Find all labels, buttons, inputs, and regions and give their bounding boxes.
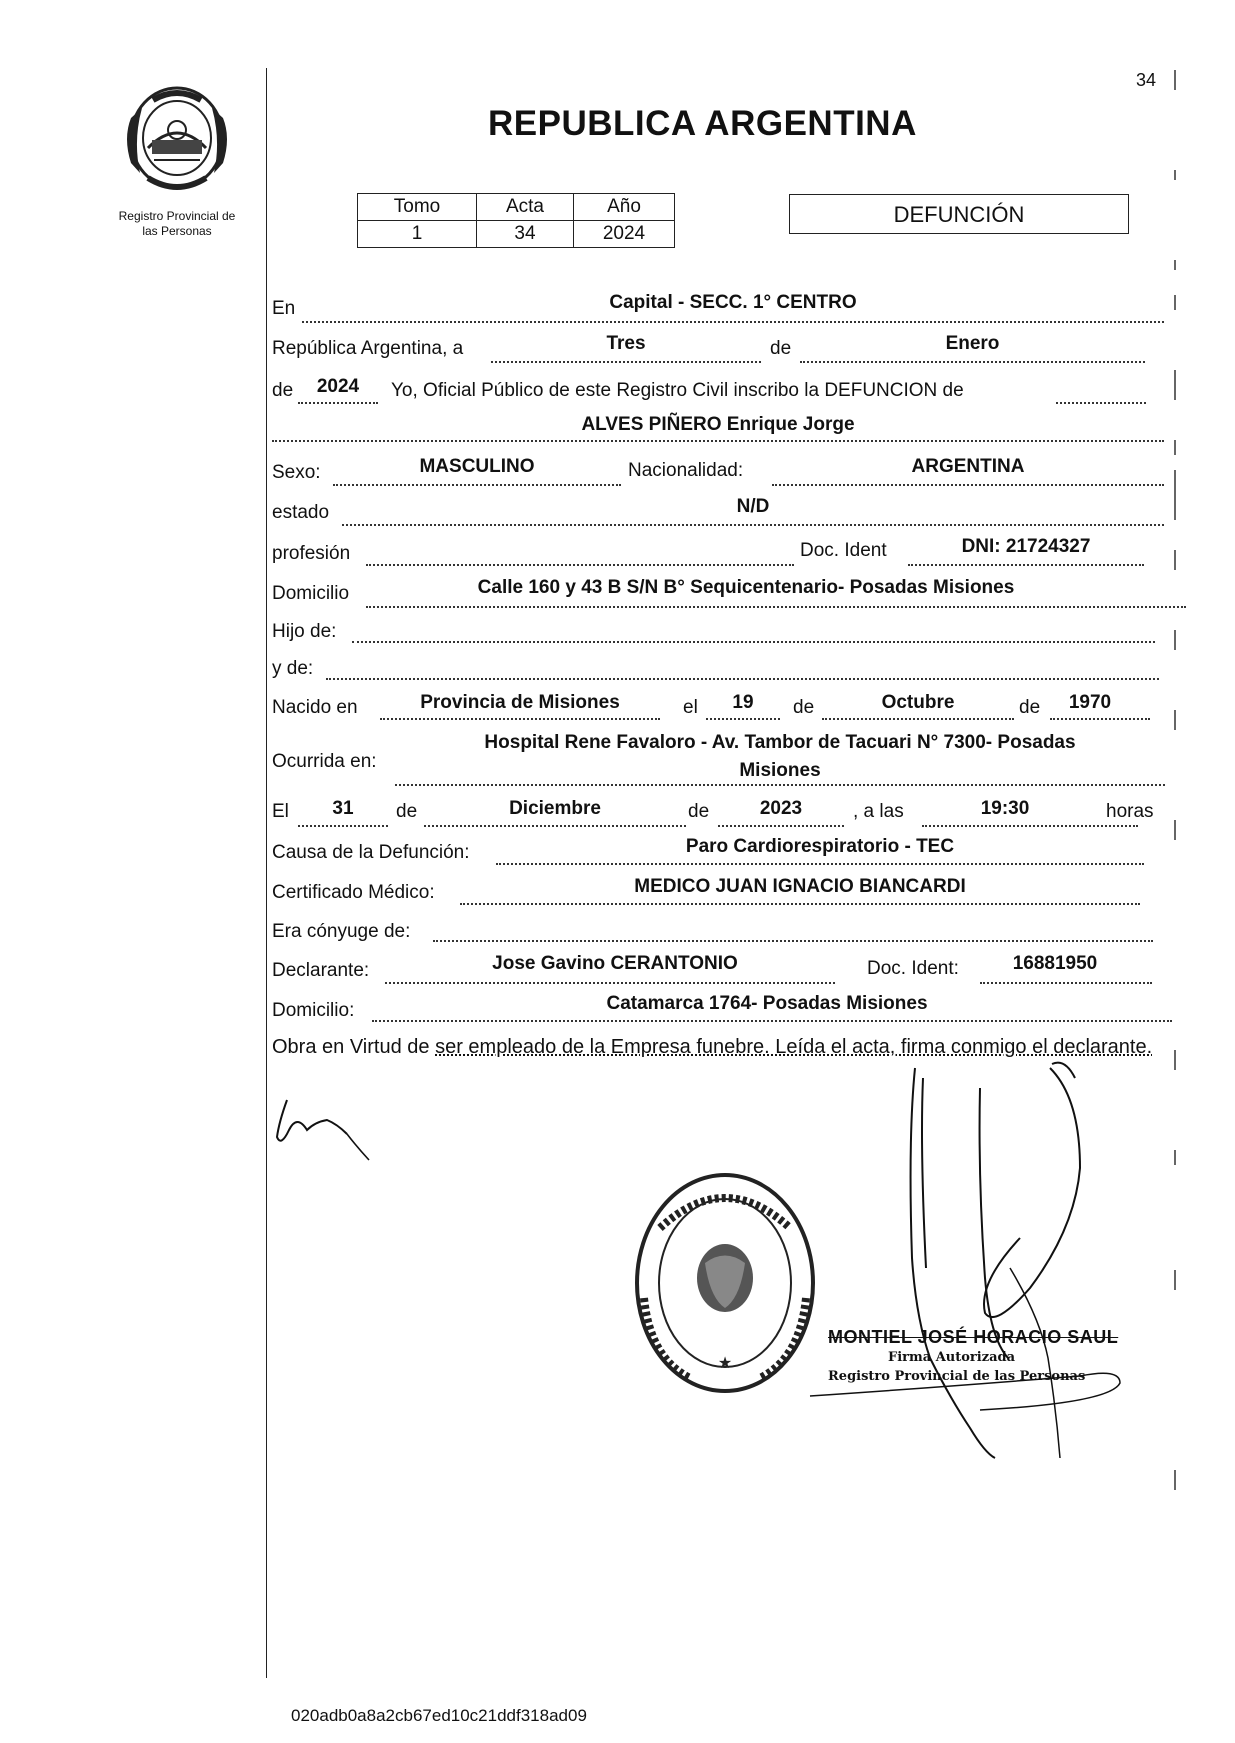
sexo-value: MASCULINO	[419, 456, 535, 477]
inscribe-line	[1056, 402, 1146, 404]
provincia-misiones-seal-icon	[118, 78, 236, 196]
domicilio-2-line	[372, 1020, 1172, 1022]
year-value: 2024	[316, 376, 360, 397]
ocurrida-label: Ocurrida en:	[272, 751, 377, 772]
death-year-line	[718, 825, 844, 827]
officer-name: MONTIEL JOSÉ HORACIO SAUL	[828, 1327, 1119, 1347]
anio-header: Año	[574, 194, 675, 221]
death-time: 19:30	[980, 798, 1030, 819]
hijo-line	[352, 641, 1155, 643]
ocurrida-line2: Misiones	[739, 760, 821, 781]
document-title: REPUBLICA ARGENTINA	[488, 104, 917, 143]
birth-year: 1970	[1068, 692, 1112, 713]
official-signature-left	[267, 1092, 407, 1162]
death-month-line	[424, 825, 686, 827]
death-month: Diciembre	[509, 798, 601, 819]
horas-label: horas	[1106, 801, 1154, 822]
month-line	[800, 361, 1145, 363]
profesion-label: profesión	[272, 543, 351, 564]
doc-ident-value: DNI: 21724327	[961, 536, 1091, 557]
deceased-name: ALVES PIÑERO Enrique Jorge	[581, 414, 855, 435]
conyuge-line	[433, 940, 1153, 942]
birth-year-line	[1050, 718, 1150, 720]
act-type-box: DEFUNCIÓN	[789, 194, 1129, 234]
document-hash: 020adb0a8a2cb67ed10c21ddf318ad09	[291, 1706, 587, 1725]
officer-office: Registro Provincial de las Personas	[828, 1369, 1086, 1384]
nacido-value: Provincia de Misiones	[420, 692, 620, 713]
estado-value: N/D	[736, 496, 770, 517]
estado-line	[342, 524, 1164, 526]
declarante-label: Declarante:	[272, 960, 370, 981]
nacido-line	[380, 718, 660, 720]
doc-ident-label-2: Doc. Ident:	[867, 958, 959, 979]
acta-header: Acta	[477, 194, 574, 221]
left-margin-rule	[266, 68, 267, 1678]
obra-value: ser empleado de la Empresa funebre. Leída el acta, firma conmigo el declarante.	[435, 1036, 1153, 1058]
tomo-value: 1	[358, 221, 477, 248]
el-label-2: El	[272, 801, 289, 822]
de-label-4: de	[1019, 697, 1041, 718]
doc-ident-line	[908, 564, 1144, 566]
y-de-line	[326, 678, 1159, 680]
domicilio-label-2: Domicilio:	[272, 1000, 355, 1021]
profesion-line	[366, 564, 794, 566]
ocurrida-line	[395, 784, 1165, 786]
death-year: 2023	[759, 798, 803, 819]
a-las-label: , a las	[853, 801, 904, 822]
de-label-3: de	[793, 697, 815, 718]
year-line	[298, 402, 378, 404]
domicilio-value: Calle 160 y 43 B S/N B° Sequicentenario- Posadas Misiones	[477, 577, 1015, 598]
birth-month-line	[822, 718, 1014, 720]
officer-signature-block	[828, 1328, 1118, 1386]
day-value: Tres	[606, 333, 646, 354]
certificado-line	[460, 903, 1140, 905]
hijo-label: Hijo de:	[272, 621, 337, 642]
domicilio-label: Domicilio	[272, 583, 350, 604]
name-line	[272, 440, 1164, 442]
causa-value: Paro Cardiorespiratorio - TEC	[685, 836, 955, 857]
page-number: 34	[1136, 70, 1157, 90]
certificado-label: Certificado Médico:	[272, 882, 435, 903]
de-label-5: de	[396, 801, 418, 822]
authorized-signature	[780, 1058, 1140, 1468]
domicilio-line	[366, 606, 1186, 608]
declarante-value: Jose Gavino CERANTONIO	[492, 953, 738, 974]
estado-label: estado	[272, 502, 330, 523]
tomo-header: Tomo	[358, 194, 477, 221]
nacionalidad-line	[772, 484, 1164, 486]
registry-caption: Registro Provincial de las Personas	[118, 209, 236, 238]
sexo-line	[333, 484, 621, 486]
certificado-value: MEDICO JUAN IGNACIO BIANCARDI	[634, 876, 966, 897]
month-value: Enero	[945, 333, 1000, 354]
day-line	[491, 361, 761, 363]
act-reference-table	[357, 193, 675, 248]
y-de-label: y de:	[272, 658, 314, 679]
en-value: Capital - SECC. 1° CENTRO	[609, 292, 857, 313]
doc-ident-2-value: 16881950	[1012, 953, 1098, 974]
nacido-label: Nacido en	[272, 697, 358, 718]
el-label: el	[683, 697, 698, 718]
officer-role: Firma Autorizada	[888, 1350, 1016, 1365]
en-label: En	[272, 298, 296, 319]
inscribe-text: Yo, Oficial Público de este Registro Civil inscribo la DEFUNCION de	[391, 380, 964, 401]
nacionalidad-label: Nacionalidad:	[628, 460, 744, 481]
anio-value: 2024	[574, 221, 675, 248]
death-day-line	[298, 825, 388, 827]
causa-line	[496, 863, 1144, 865]
de-label-2: de	[272, 380, 294, 401]
en-line	[302, 321, 1164, 323]
death-day: 31	[332, 798, 354, 819]
death-time-line	[922, 825, 1138, 827]
causa-label: Causa de la Defunción:	[272, 842, 470, 863]
birth-day: 19	[732, 692, 754, 713]
conyuge-label: Era cónyuge de:	[272, 921, 411, 942]
republica-label: República Argentina, a	[272, 338, 464, 359]
birth-month: Octubre	[881, 692, 955, 713]
declarante-line	[385, 982, 835, 984]
obra-prefix: Obra en Virtud de	[272, 1036, 430, 1058]
doc-ident-2-line	[980, 982, 1152, 984]
sexo-label: Sexo:	[272, 462, 321, 483]
doc-ident-label: Doc. Ident	[800, 540, 887, 561]
ocurrida-line1: Hospital Rene Favaloro - Av. Tambor de Tacuari N° 7300- Posadas	[484, 732, 1076, 753]
nacionalidad-value: ARGENTINA	[911, 456, 1025, 477]
scan-edge-marks	[1170, 70, 1180, 1670]
svg-text:★: ★	[717, 1353, 733, 1372]
acta-value: 34	[477, 221, 574, 248]
de-label-1: de	[770, 338, 792, 359]
domicilio-2-value: Catamarca 1764- Posadas Misiones	[606, 993, 928, 1014]
obra-paragraph	[272, 1034, 1172, 1060]
birth-day-line	[706, 718, 780, 720]
de-label-6: de	[688, 801, 710, 822]
